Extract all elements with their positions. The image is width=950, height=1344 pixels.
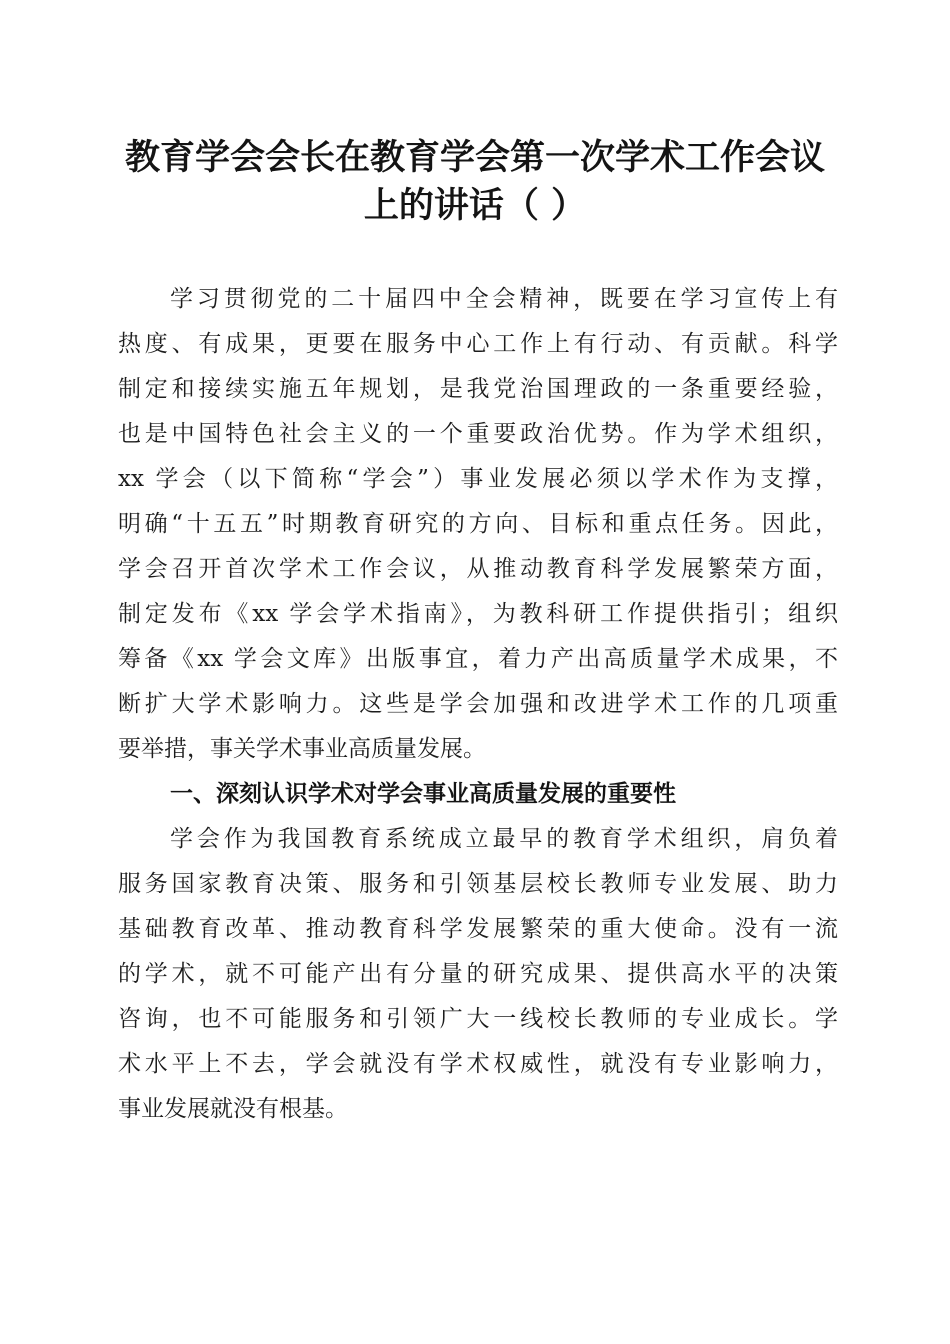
paragraph-line: 也是中国特色社会主义的一个重要政治优势。作为学术组织， [118,421,838,447]
paragraph-line: xx 学会（以下简称“学会”）事业发展必须以学术作为支撑， [118,466,838,492]
paragraph-line: 断扩大学术影响力。这些是学会加强和改进学术工作的几项重 [118,691,838,717]
paragraph-1 [118,277,838,772]
paragraph-line: 学会召开首次学术工作会议，从推动教育科学发展繁荣方面， [118,556,838,582]
paragraph-line: 制定发布《xx 学会学术指南》，为教科研工作提供指引；组织 [118,601,838,627]
paragraph-line: 基础教育改革、推动教育科学发展繁荣的重大使命。没有一流 [118,916,838,942]
paragraph-line: 的学术，就不可能产出有分量的研究成果、提供高水平的决策 [118,961,838,987]
paragraph-line: 学习贯彻党的二十届四中全会精神，既要在学习宣传上有 [170,286,838,312]
title-line-1: 教育学会会长在教育学会第一次学术工作会议 [124,137,825,178]
paragraph-line: 咨询，也不可能服务和引领广大一线校长教师的专业成长。学 [118,1006,838,1032]
paragraph-line: 明确“十五五”时期教育研究的方向、目标和重点任务。因此， [118,511,838,537]
paragraph-line: 学会作为我国教育系统成立最早的教育学术组织，肩负着 [170,826,838,852]
paragraph-line: 筹备《xx 学会文库》出版事宜，着力产出高质量学术成果，不 [118,646,838,672]
paragraph-line: 事业发展就没有根基。 [118,1096,348,1122]
title-line-2: 上的讲话（ ） [363,185,587,226]
paragraph-2 [118,817,838,1132]
paragraph-line: 服务国家教育决策、服务和引领基层校长教师专业发展、助力 [118,871,838,897]
document-title [100,134,850,230]
section-heading-1: 一、深刻认识学术对学会事业高质量发展的重要性 [170,781,676,807]
paragraph-line: 要举措，事关学术事业高质量发展。 [118,736,486,762]
paragraph-line: 制定和接续实施五年规划，是我党治国理政的一条重要经验， [118,376,838,402]
document-body [118,277,838,1132]
paragraph-line: 热度、有成果，更要在服务中心工作上有行动、有贡献。科学 [118,331,838,357]
paragraph-line: 术水平上不去，学会就没有学术权威性，就没有专业影响力， [118,1051,838,1077]
